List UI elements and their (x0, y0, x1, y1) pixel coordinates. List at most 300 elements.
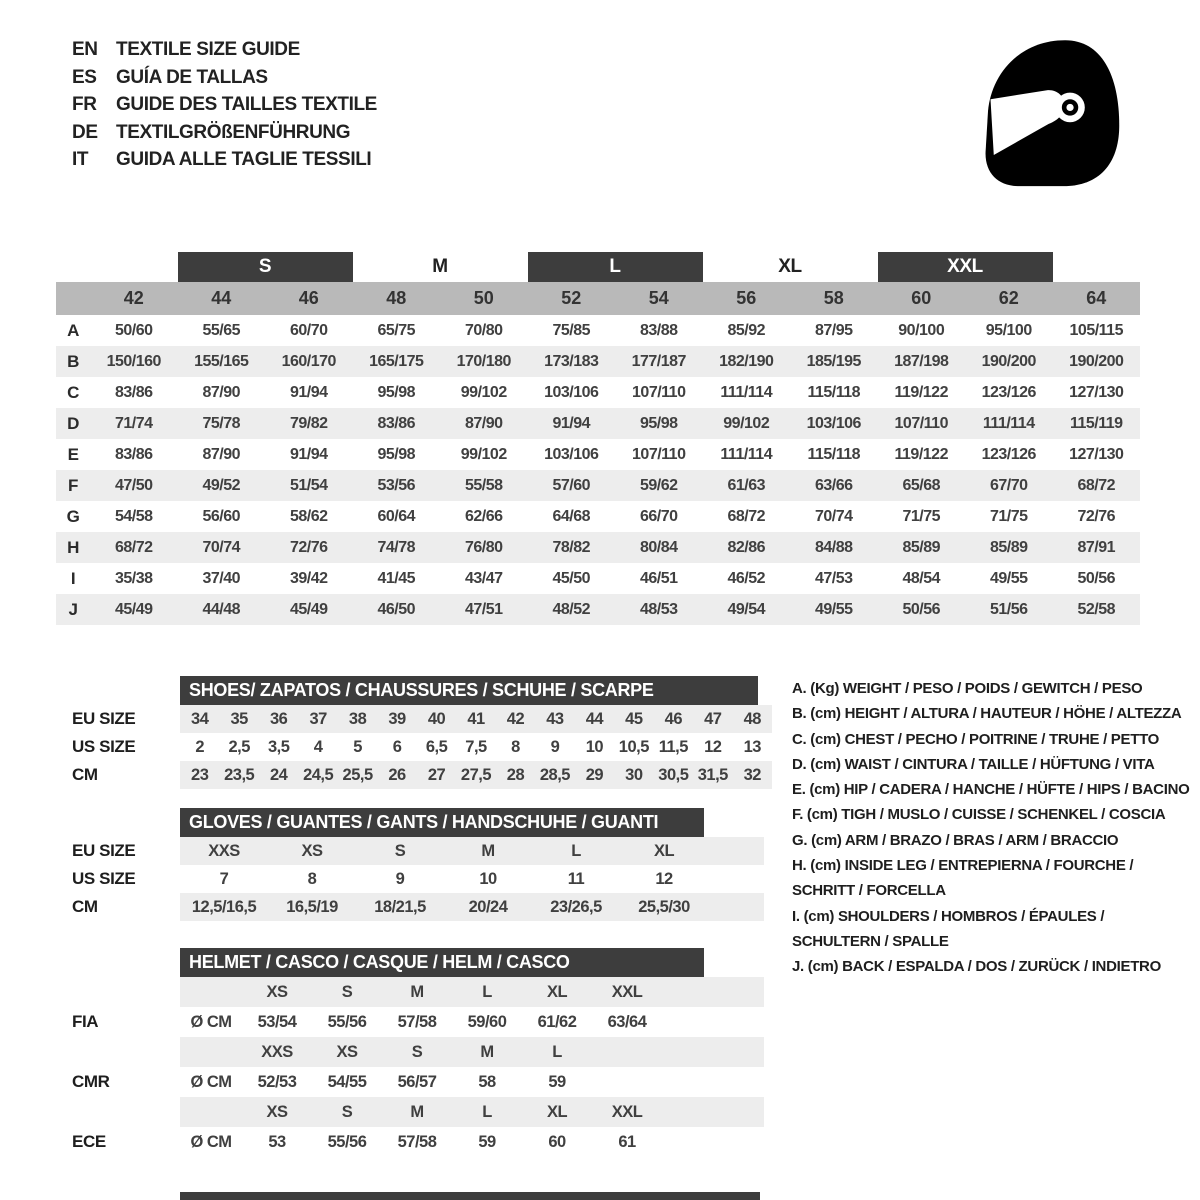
shoe-size-value: 44 (585, 709, 604, 728)
helmet-row (56, 977, 780, 1007)
legend-item: I. (cm) SHOULDERS / HOMBROS / ÉPAULES / SCHULTERN / SPALLE (792, 907, 1105, 950)
shoe-size-value: 30,5 (658, 765, 689, 784)
measurement-value: 63/66 (814, 476, 853, 494)
glove-size-value: S (394, 841, 406, 860)
size-table-row (56, 594, 1140, 625)
shoe-size-value: 30 (625, 765, 643, 784)
language-title-list (72, 36, 377, 174)
shoe-size-value: 2 (195, 737, 205, 756)
shoe-size-value: 9 (550, 737, 560, 756)
helmet-row (56, 1127, 780, 1157)
measurement-value: 84/88 (814, 538, 853, 556)
shoe-size-value: 36 (269, 709, 288, 728)
legend-item: H. (cm) INSIDE LEG / ENTREPIERNA / FOURCHE / SCHRITT / FORCELLA (792, 857, 1134, 900)
glove-size-value: XL (653, 841, 675, 860)
size-table-row (56, 563, 1140, 594)
size-number-header (56, 282, 1140, 315)
measurement-value: 91/94 (289, 383, 328, 401)
helmet-section-header: HELMET / CASCO / CASQUE / HELM / CASCO (180, 948, 704, 977)
measurement-value: 37/40 (202, 569, 241, 587)
measurement-value: 99/102 (460, 383, 507, 401)
glove-size-value: 8 (307, 869, 317, 888)
language-row (72, 36, 377, 64)
size-number: 46 (298, 288, 319, 308)
measurement-value: 85/89 (902, 538, 941, 556)
helmet-size-value: 61/62 (537, 1012, 577, 1031)
measurement-legend (792, 676, 1196, 980)
measurement-value: 85/92 (727, 321, 766, 339)
measurement-value: 160/170 (281, 352, 336, 370)
measurement-value: 60/64 (377, 507, 416, 525)
measurement-value: 70/80 (464, 321, 503, 339)
measurement-value: 55/58 (464, 476, 503, 494)
measurement-value: 83/86 (377, 414, 416, 432)
language-code: ES (72, 66, 97, 88)
shoe-size-value: 3,5 (267, 737, 290, 756)
helmet-size-value: M (480, 1042, 494, 1061)
measurement-value: 75/85 (552, 321, 591, 339)
measurement-value: 177/187 (631, 352, 686, 370)
language-code: DE (72, 121, 98, 143)
measurement-value: 103/106 (806, 414, 861, 432)
shoe-size-value: 4 (313, 737, 323, 756)
row-label: CM (72, 897, 98, 916)
measurement-value: 95/98 (639, 414, 678, 432)
shoe-size-value: 40 (427, 709, 446, 728)
diameter-unit: Ø CM (190, 1072, 232, 1091)
helmet-size-value: 59 (478, 1132, 496, 1151)
measurement-value: 53/56 (377, 476, 416, 494)
size-number: 50 (473, 288, 494, 308)
helmet-size-value: XS (266, 982, 288, 1001)
shoe-size-value: 6,5 (425, 737, 448, 756)
size-number: 58 (823, 288, 844, 308)
helmet-size-value: 59 (548, 1072, 566, 1091)
measurement-value: 45/49 (114, 600, 153, 618)
shoes-row (56, 761, 780, 789)
helmet-size-value: S (341, 982, 353, 1001)
glove-size-value: XXS (208, 841, 240, 860)
measurement-value: 95/98 (377, 445, 416, 463)
helmet-size-value: M (410, 982, 424, 1001)
glove-size-value: L (571, 841, 581, 860)
helmet-row (56, 1037, 780, 1067)
shoe-size-value: 24,5 (303, 765, 334, 784)
measurement-value: 60/70 (289, 321, 328, 339)
measurement-value: 91/94 (289, 445, 328, 463)
row-letter: H (67, 537, 79, 557)
row-label: ECE (72, 1132, 106, 1151)
shoes-row (56, 705, 780, 733)
row-label (56, 977, 180, 1007)
measurement-value: 107/110 (632, 383, 686, 401)
measurement-value: 107/110 (894, 414, 948, 432)
helmet-size-value: 57/58 (397, 1132, 437, 1151)
shoe-size-value: 8 (511, 737, 520, 756)
measurement-value: 52/58 (1077, 600, 1116, 618)
measurement-value: 173/183 (544, 352, 599, 370)
row-letter: F (68, 475, 78, 495)
size-band: S (178, 252, 353, 282)
shoe-size-value: 10,5 (618, 737, 649, 756)
measurement-value: 87/95 (814, 321, 853, 339)
helmet-size-value: 52/53 (257, 1072, 297, 1091)
row-label: US SIZE (72, 869, 136, 888)
measurement-value: 115/118 (807, 383, 861, 401)
helmet-size-value: 57/58 (397, 1012, 437, 1031)
measurement-value: 123/126 (981, 383, 1036, 401)
shoe-size-value: 23 (191, 765, 209, 784)
shoes-table (56, 705, 780, 789)
measurement-value: 68/72 (114, 538, 153, 556)
shoe-size-value: 28,5 (539, 765, 570, 784)
legend-item: B. (cm) HEIGHT / ALTURA / HAUTEUR / HÖHE / ALTEZZA (792, 705, 1182, 723)
gloves-row (56, 865, 780, 893)
shoe-size-value: 37 (309, 709, 327, 728)
row-label (56, 1097, 180, 1127)
shoe-size-value: 41 (467, 709, 485, 728)
size-table-row (56, 346, 1140, 377)
legend-item: D. (cm) WAIST / CINTURA / TAILLE / HÜFTUNG / VITA (792, 755, 1155, 773)
size-number: 60 (911, 288, 932, 308)
shoe-size-value: 42 (506, 709, 525, 728)
measurement-value: 170/180 (456, 352, 511, 370)
measurement-value: 49/55 (989, 569, 1028, 587)
language-code: FR (72, 94, 97, 115)
glove-size-value: 10 (479, 869, 497, 888)
size-table-row (56, 501, 1140, 532)
row-label: US SIZE (72, 737, 136, 756)
measurement-value: 55/65 (202, 321, 241, 339)
helmet-size-value: XL (546, 1102, 568, 1121)
measurement-value: 95/98 (377, 383, 416, 401)
measurement-value: 50/56 (1077, 569, 1116, 587)
helmet-size-value: 53/54 (257, 1012, 297, 1031)
measurement-value: 182/190 (719, 352, 774, 370)
legend-item: C. (cm) CHEST / PECHO / POITRINE / TRUHE / PETTO (792, 730, 1160, 748)
measurement-value: 190/200 (981, 352, 1036, 370)
measurement-value: 105/115 (1069, 321, 1123, 339)
shoe-size-value: 23,5 (224, 765, 255, 784)
legend-item: G. (cm) ARM / BRAZO / BRAS / ARM / BRACCIO (792, 831, 1119, 849)
measurement-value: 47/51 (464, 600, 503, 618)
shoe-size-value: 2,5 (228, 737, 250, 756)
helmet-size-value: L (482, 982, 492, 1001)
helmet-row (56, 1067, 780, 1097)
helmet-row (56, 1007, 780, 1037)
measurement-value: 150/160 (106, 352, 161, 370)
helmet-size-value: S (341, 1102, 353, 1121)
language-title: GUÍA DE TALLAS (116, 66, 268, 88)
measurement-value: 51/56 (989, 600, 1028, 618)
glove-size-value: 11 (567, 869, 585, 888)
row-letter: G (66, 506, 80, 526)
row-letter: I (70, 568, 76, 588)
size-table-body (56, 315, 1140, 625)
helmet-size-value: XL (546, 982, 568, 1001)
glove-size-value: 25,5/30 (638, 897, 690, 916)
helmet-size-value: 56/57 (397, 1072, 437, 1091)
measurement-value: 46/52 (727, 569, 766, 587)
measurement-value: 103/106 (544, 383, 599, 401)
helmet-size-value: 59/60 (467, 1012, 507, 1031)
measurement-value: 74/78 (377, 538, 416, 556)
measurement-value: 44/48 (202, 600, 241, 618)
shoe-size-value: 34 (191, 709, 209, 728)
shoe-size-value: 27,5 (460, 765, 492, 784)
helmet-size-value: 60 (548, 1132, 566, 1151)
helmet-size-value: 55/56 (327, 1132, 367, 1151)
textile-size-table (56, 252, 1140, 625)
measurement-value: 123/126 (981, 445, 1036, 463)
shoe-size-value: 10 (585, 737, 604, 756)
helmet-size-value: L (482, 1102, 492, 1121)
glove-size-value: M (481, 841, 495, 860)
measurement-value: 62/66 (464, 507, 503, 525)
shoe-size-value: 25,5 (342, 765, 373, 784)
measurement-value: 49/55 (814, 600, 853, 618)
helmet-table (56, 977, 780, 1157)
shoe-size-value: 29 (585, 765, 604, 784)
helmet-size-value: 63/64 (607, 1012, 647, 1031)
measurement-value: 83/86 (114, 383, 153, 401)
measurement-value: 87/90 (202, 383, 241, 401)
measurement-value: 76/80 (464, 538, 503, 556)
gloves-table (56, 837, 780, 921)
measurement-value: 43/47 (464, 569, 503, 587)
row-label: EU SIZE (72, 841, 136, 860)
helmet-size-value: L (552, 1042, 562, 1061)
glove-size-value: 12,5/16,5 (191, 897, 257, 916)
size-number: 52 (561, 288, 582, 308)
size-table-row (56, 532, 1140, 563)
size-band-row (90, 252, 1140, 282)
measurement-value: 187/198 (894, 352, 949, 370)
size-number: 64 (1086, 288, 1107, 308)
language-title: GUIDE DES TAILLES TEXTILE (116, 94, 377, 115)
measurement-value: 65/68 (902, 476, 941, 494)
measurement-value: 67/70 (989, 476, 1028, 494)
row-label: CM (72, 765, 98, 784)
size-table-row (56, 315, 1140, 346)
measurement-value: 64/68 (552, 507, 591, 525)
measurement-value: 111/114 (720, 445, 773, 463)
helmet-row (56, 1097, 780, 1127)
size-band: M (432, 256, 448, 277)
helmet-size-value: 55/56 (327, 1012, 367, 1031)
shoes-row (56, 733, 780, 761)
measurement-value: 49/54 (727, 600, 766, 618)
measurement-value: 45/49 (289, 600, 328, 618)
gloves-section-header: GLOVES / GUANTES / GANTS / HANDSCHUHE / GUANTI (180, 808, 704, 837)
measurement-value: 115/118 (807, 445, 861, 463)
measurement-value: 35/38 (114, 569, 153, 587)
measurement-value: 48/52 (552, 600, 591, 618)
legend-item: E. (cm) HIP / CADERA / HANCHE / HÜFTE / HIPS / BACINO (792, 781, 1190, 799)
size-number: 54 (648, 288, 669, 308)
measurement-value: 190/200 (1069, 352, 1124, 370)
measurement-value: 72/76 (289, 538, 328, 556)
measurement-value: 70/74 (814, 507, 853, 525)
size-number: 56 (736, 288, 757, 308)
language-code: IT (72, 149, 89, 170)
measurement-value: 57/60 (552, 476, 591, 494)
measurement-value: 111/114 (982, 414, 1035, 432)
helmet-size-value: XXL (611, 1102, 643, 1121)
legend-item: A. (Kg) WEIGHT / PESO / POIDS / GEWITCH / PESO (792, 680, 1143, 697)
row-label: FIA (72, 1012, 99, 1031)
measurement-value: 45/50 (552, 569, 591, 587)
measurement-value: 71/75 (902, 507, 941, 525)
measurement-value: 54/58 (114, 507, 153, 525)
measurement-value: 48/54 (902, 569, 941, 587)
row-label: CMR (72, 1072, 110, 1091)
shoe-size-value: 45 (625, 709, 643, 728)
measurement-value: 46/51 (639, 569, 678, 587)
measurement-value: 85/89 (989, 538, 1028, 556)
size-table-row (56, 377, 1140, 408)
glove-size-value: 20/24 (468, 897, 508, 916)
language-row (72, 119, 377, 147)
measurement-value: 87/91 (1077, 538, 1116, 556)
shoe-size-value: 31,5 (697, 765, 728, 784)
size-table-row (56, 470, 1140, 501)
measurement-value: 119/122 (894, 445, 948, 463)
shoe-size-value: 28 (506, 765, 525, 784)
size-number: 44 (211, 288, 232, 308)
measurement-value: 66/70 (639, 507, 678, 525)
helmet-size-value: 58 (478, 1072, 496, 1091)
measurement-value: 46/50 (377, 600, 416, 618)
row-label (56, 1037, 180, 1067)
language-code: EN (72, 39, 98, 60)
measurement-value: 41/45 (377, 569, 416, 587)
row-letter: J (68, 599, 78, 619)
glove-size-value: 7 (219, 869, 229, 888)
row-letter: B (67, 351, 79, 371)
shoe-size-value: 7,5 (465, 737, 487, 756)
shoe-size-value: 24 (269, 765, 288, 784)
measurement-value: 50/56 (902, 600, 941, 618)
measurement-value: 47/50 (114, 476, 153, 494)
measurement-value: 127/130 (1069, 383, 1124, 401)
size-band: XXL (878, 252, 1053, 282)
measurement-value: 107/110 (632, 445, 686, 463)
row-label: EU SIZE (72, 709, 136, 728)
size-table-row (56, 408, 1140, 439)
shoe-size-value: 12 (704, 737, 722, 756)
measurement-value: 50/60 (114, 321, 153, 339)
measurement-value: 49/52 (202, 476, 241, 494)
row-letter: E (67, 444, 79, 464)
measurement-value: 87/90 (202, 445, 241, 463)
measurement-value: 68/72 (727, 507, 766, 525)
diameter-unit: Ø CM (190, 1012, 232, 1031)
measurement-value: 185/195 (806, 352, 861, 370)
gloves-row (56, 837, 780, 865)
size-number: 62 (998, 288, 1019, 308)
glove-size-value: 18/21,5 (374, 897, 426, 916)
legend-item: J. (cm) BACK / ESPALDA / DOS / ZURÜCK / INDIETRO (792, 958, 1161, 976)
measurement-value: 83/88 (639, 321, 678, 339)
language-row (72, 146, 377, 174)
shoe-size-value: 13 (743, 737, 761, 756)
shoe-size-value: 5 (353, 737, 362, 756)
size-band: XL (778, 256, 802, 277)
glove-size-value: 16,5/19 (286, 897, 338, 916)
helmet-size-value: 61 (618, 1132, 636, 1151)
language-row (72, 64, 377, 92)
row-letter: D (67, 413, 79, 433)
measurement-value: 61/63 (727, 476, 766, 494)
measurement-value: 39/42 (289, 569, 328, 587)
measurement-value: 58/62 (289, 507, 328, 525)
measurement-value: 79/82 (289, 414, 328, 432)
glove-size-value: 12 (655, 869, 673, 888)
measurement-value: 83/86 (114, 445, 153, 463)
helmet-size-value: XS (266, 1102, 288, 1121)
measurement-value: 115/119 (1069, 414, 1123, 432)
shoe-size-value: 47 (704, 709, 722, 728)
helmet-size-value: 54/55 (327, 1072, 367, 1091)
measurement-value: 51/54 (289, 476, 328, 494)
helmet-size-value: S (411, 1042, 423, 1061)
size-number: 48 (386, 288, 407, 308)
racing-helmet-icon (966, 32, 1138, 196)
language-title: TEXTILE SIZE GUIDE (116, 39, 300, 60)
measurement-value: 111/114 (720, 383, 773, 401)
glove-size-value: XS (301, 841, 323, 860)
measurement-value: 90/100 (898, 321, 945, 339)
measurement-value: 80/84 (639, 538, 678, 556)
measurement-value: 48/53 (639, 600, 678, 618)
measurement-value: 155/165 (194, 352, 249, 370)
measurement-value: 95/100 (985, 321, 1032, 339)
measurement-value: 127/130 (1069, 445, 1124, 463)
shoe-size-value: 35 (230, 709, 248, 728)
measurement-value: 71/75 (989, 507, 1028, 525)
measurement-value: 91/94 (552, 414, 591, 432)
shoe-size-value: 39 (388, 709, 406, 728)
row-letter: A (67, 320, 79, 340)
shoe-size-value: 6 (392, 737, 402, 756)
measurement-value: 78/82 (552, 538, 591, 556)
measurement-value: 71/74 (114, 414, 153, 432)
shoe-size-value: 11,5 (658, 737, 688, 756)
shoe-size-value: 46 (664, 709, 682, 728)
legend-item: F. (cm) TIGH / MUSLO / CUISSE / SCHENKEL / COSCIA (792, 806, 1166, 824)
measurement-value: 82/86 (727, 538, 766, 556)
measurement-value: 56/60 (202, 507, 241, 525)
measurement-value: 65/75 (377, 321, 416, 339)
shoe-size-value: 26 (388, 765, 406, 784)
row-letter: C (67, 382, 79, 402)
glove-size-value: 23/26,5 (550, 897, 602, 916)
helmet-size-value: 53 (268, 1132, 286, 1151)
measurement-value: 165/175 (369, 352, 424, 370)
shoe-size-value: 48 (743, 709, 761, 728)
measurement-value: 87/90 (464, 414, 503, 432)
shoe-size-value: 27 (427, 765, 446, 784)
helmet-size-value: M (410, 1102, 424, 1121)
cropped-section-bar (180, 1192, 760, 1200)
shoes-section-header: SHOES/ ZAPATOS / CHAUSSURES / SCHUHE / SCARPE (180, 676, 758, 705)
shoe-size-value: 38 (348, 709, 367, 728)
helmet-size-value: XS (336, 1042, 358, 1061)
gloves-row (56, 893, 780, 921)
language-title: GUIDA ALLE TAGLIE TESSILI (116, 149, 372, 170)
language-row (72, 91, 377, 119)
